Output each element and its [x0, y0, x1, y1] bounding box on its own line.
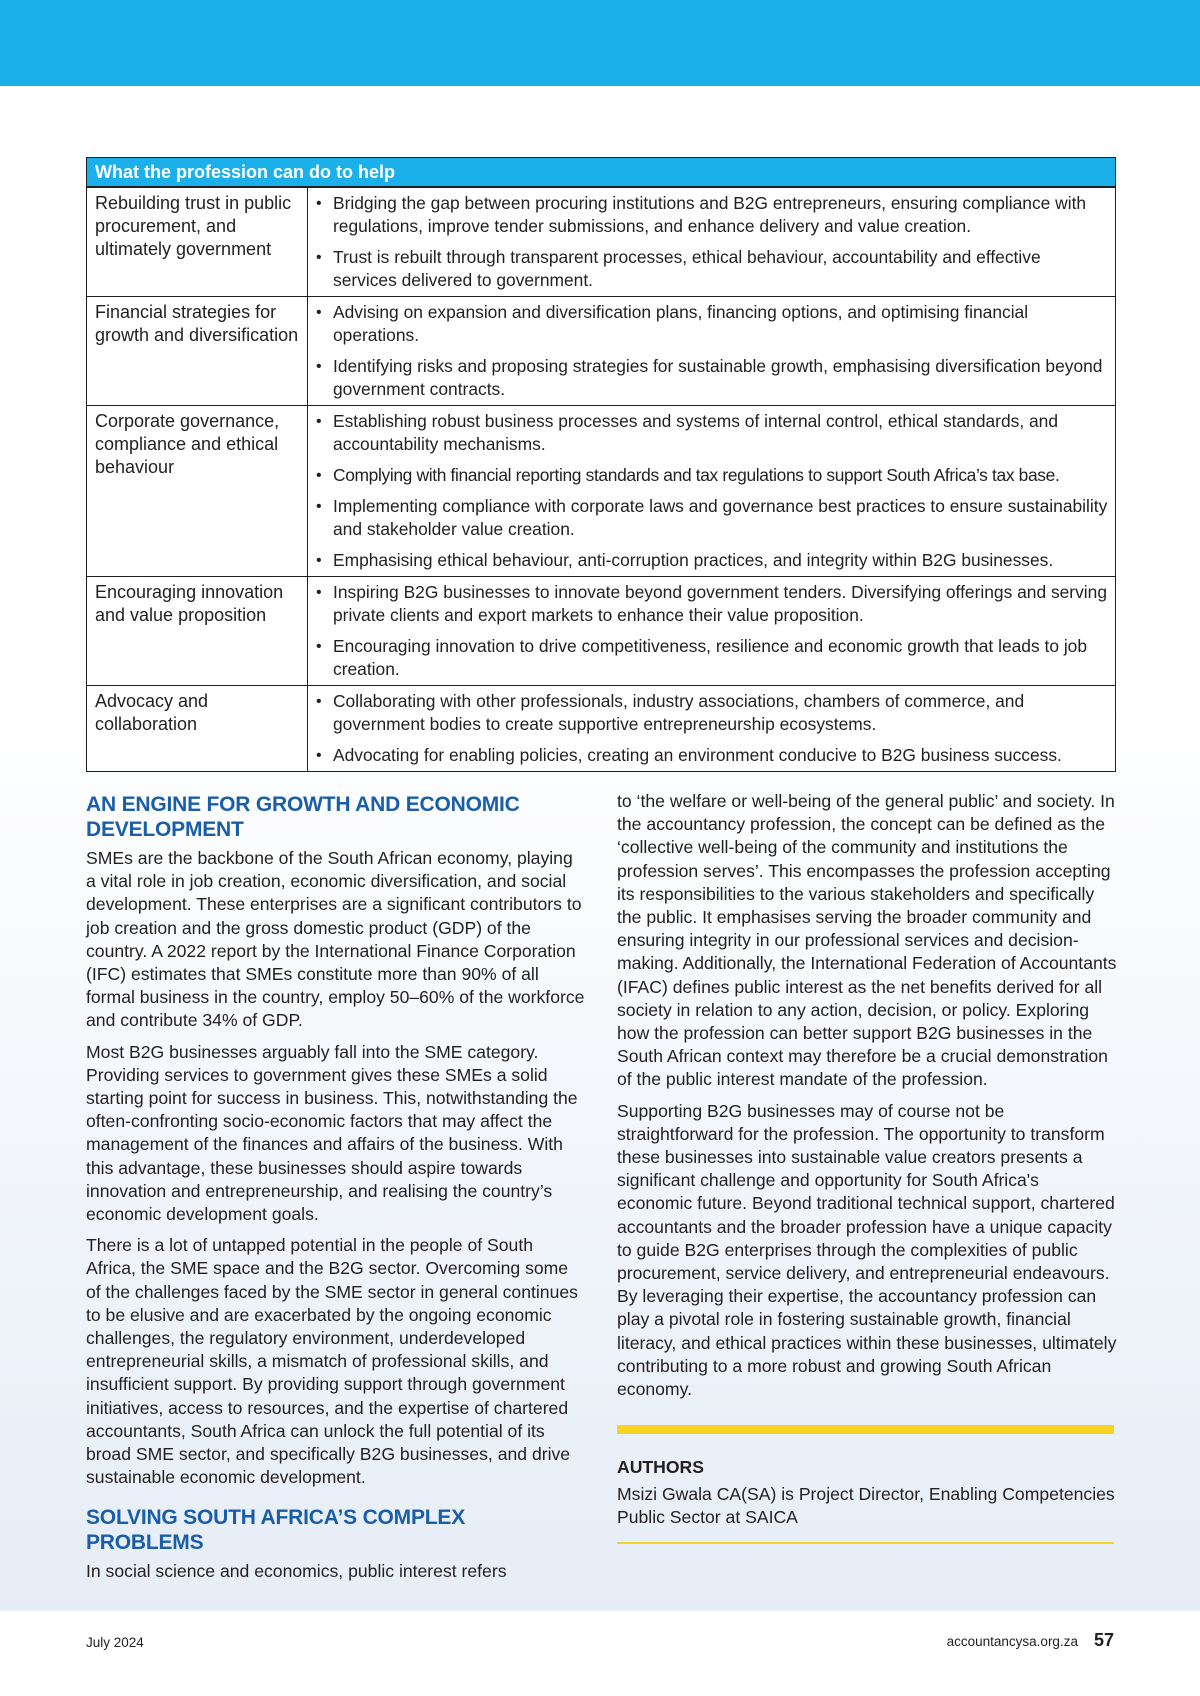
- bullet-item: [316, 744, 1109, 767]
- table-header: What the profession can do to help: [87, 158, 1115, 187]
- footer-date: July 2024: [86, 1635, 144, 1650]
- bullet-item: [316, 246, 1109, 292]
- divider-bar: [617, 1425, 1114, 1434]
- bullet-item: [316, 192, 1109, 238]
- bullet-dot-icon: •: [316, 747, 322, 764]
- article-column-left: [86, 792, 586, 1592]
- section-heading: AN ENGINE FOR GROWTH AND ECONOMIC DEVELOPMENT: [86, 793, 520, 841]
- bullet-dot-icon: •: [316, 498, 322, 515]
- bullet-item: [316, 464, 1109, 487]
- bullet-text: Bridging the gap between procuring institutions and B2G entrepreneurs, ensuring compliance with regulations, improve tender submissions, and enhance delivery and value creation.: [333, 193, 1087, 236]
- bullet-dot-icon: •: [316, 638, 322, 655]
- paragraph: to ‘the welfare or well-being of the general public’ and society. In the accountancy profession, the concept can be defined as the ‘collective well-being of the community and institutions the profession serves’. This encompasses the profession accepting its responsibilities to the various stakeholders and specifically the public. It emphasises serving the broader community and ensuring integrity in our professional services and decision-making. Additionally, the International Federation of Accountants (IFAC) defines public interest as the net benefits derived for all society in relation to any action, decision, or policy. Exploring how the profession can better support B2G businesses in the South African context may therefore be a crucial demonstration of the public interest mandate of the profession.: [617, 791, 1117, 1090]
- row-label: Financial strategies for growth and diversification: [87, 297, 308, 405]
- bullet-item: [316, 495, 1109, 541]
- section-heading: SOLVING SOUTH AFRICA’S COMPLEX PROBLEMS: [86, 1506, 466, 1555]
- profession-help-table: [86, 157, 1116, 772]
- bullet-dot-icon: •: [316, 584, 322, 601]
- bullet-item: [316, 581, 1109, 627]
- bullet-item: [316, 410, 1109, 456]
- article-column-right: [617, 790, 1117, 1544]
- divider-line: [617, 1542, 1114, 1544]
- bullet-dot-icon: •: [316, 413, 322, 430]
- table-row: [87, 187, 1115, 296]
- bullet-text: Emphasising ethical behaviour, anti-corruption practices, and integrity within B2G businesses.: [333, 550, 1054, 570]
- bullet-dot-icon: •: [316, 552, 322, 569]
- paragraph: In social science and economics, public interest refers: [86, 1561, 507, 1582]
- row-bullets: [308, 297, 1115, 405]
- bullet-text: Complying with financial reporting standards and tax regulations to support South Africa’s tax base.: [333, 465, 1060, 485]
- bullet-text: Identifying risks and proposing strategies for sustainable growth, emphasising diversification beyond government contracts.: [333, 356, 1103, 399]
- bullet-text: Inspiring B2G businesses to innovate beyond government tenders. Diversifying offerings and serving private clients and export markets to enhance their value proposition.: [333, 582, 1108, 625]
- table-row: [87, 296, 1115, 405]
- paragraph: SMEs are the backbone of the South African economy, playing a vital role in job creation, economic diversification, and social development. These enterprises are a significant contributors to job creation and the gross domestic product (GDP) of the country. A 2022 report by the International Finance Corporation (IFC) estimates that SMEs constitute more than 90% of all formal business in the country, employ 50–60% of the workforce and contribute 34% of GDP.: [86, 848, 585, 1031]
- bullet-dot-icon: •: [316, 195, 322, 212]
- bullet-dot-icon: •: [316, 249, 322, 266]
- bullet-dot-icon: •: [316, 304, 322, 321]
- table-row: [87, 405, 1115, 576]
- paragraph: There is a lot of untapped potential in the people of South Africa, the SME space and the B2G sector. Overcoming some of the challenges faced by the SME sector in general continues to be elusive and are exacerbated by the ongoing economic challenges, the regulatory environment, underdeveloped entrepreneurial skills, a mismatch of professional skills, and insufficient support. By providing support through government initiatives, access to resources, and the expertise of chartered accountants, South Africa can unlock the full potential of its broad SME sector, and specifically B2G businesses, and drive sustainable economic development.: [86, 1235, 578, 1488]
- bullet-text: Implementing compliance with corporate laws and governance best practices to ensure sustainability and stakeholder value creation.: [333, 496, 1108, 539]
- row-label: Encouraging innovation and value proposition: [87, 577, 308, 685]
- bullet-dot-icon: •: [316, 693, 322, 710]
- bullet-item: [316, 690, 1109, 736]
- top-color-band: [0, 0, 1200, 86]
- paragraph: Supporting B2G businesses may of course not be straightforward for the profession. The opportunity to transform these businesses into sustainable value creators presents a significant challenge and opportunity for South Africa's economic future. Beyond traditional technical support, chartered accountants and the broader profession have a unique capacity to guide B2G enterprises through the complexities of public procurement, service delivery, and entrepreneurial endeavours. By leveraging their expertise, the accountancy profession can play a pivotal role in fostering sustainable growth, financial literacy, and ethical practices within these businesses, ultimately contributing to a more robust and growing South African economy.: [617, 1100, 1117, 1400]
- footer-site: accountancysa.org.za: [946, 1634, 1078, 1649]
- bullet-text: Collaborating with other professionals, industry associations, chambers of commerce, and government bodies to create supportive entrepreneurship ecosystems.: [333, 691, 1025, 734]
- row-bullets: [308, 686, 1115, 771]
- row-bullets: [308, 406, 1115, 576]
- row-bullets: [308, 188, 1115, 296]
- paragraph: Most B2G businesses arguably fall into the SME category. Providing services to government gives these SMEs a solid starting point for success in business. This, notwithstanding the often-confronting socio-economic factors that may affect the management of the finances and affairs of the business. With this advantage, these businesses should aspire towards innovation and entrepreneurship, and realising the country’s economic development goals.: [86, 1041, 578, 1225]
- bullet-dot-icon: •: [316, 358, 322, 375]
- page-number: 57: [1093, 1630, 1114, 1650]
- bullet-item: [316, 301, 1109, 347]
- bullet-text: Trust is rebuilt through transparent processes, ethical behaviour, accountability and effective services delivered to government.: [333, 247, 1041, 290]
- footer-right: [947, 1630, 1114, 1651]
- bullet-item: [316, 549, 1109, 572]
- bullet-item: [316, 635, 1109, 681]
- table-row: [87, 685, 1115, 771]
- row-label: Corporate governance, compliance and ethical behaviour: [87, 406, 308, 576]
- bullet-text: Establishing robust business processes and systems of internal control, ethical standards, and accountability mechanisms.: [333, 411, 1058, 454]
- bullet-text: Advocating for enabling policies, creating an environment conducive to B2G business success.: [333, 745, 1062, 765]
- bullet-dot-icon: •: [316, 467, 322, 484]
- row-label: Advocacy and collaboration: [87, 686, 308, 771]
- row-bullets: [308, 577, 1115, 685]
- bullet-text: Advising on expansion and diversification plans, financing options, and optimising financial operations.: [333, 302, 1029, 345]
- row-label: Rebuilding trust in public procurement, and ultimately government: [87, 188, 308, 296]
- bullet-item: [316, 355, 1109, 401]
- authors-label: AUTHORS: [617, 1457, 704, 1478]
- table-row: [87, 576, 1115, 685]
- authors-text: Msizi Gwala CA(SA) is Project Director, Enabling Competencies Public Sector at SAICA: [617, 1484, 1115, 1528]
- bullet-text: Encouraging innovation to drive competitiveness, resilience and economic growth that leads to job creation.: [333, 636, 1088, 679]
